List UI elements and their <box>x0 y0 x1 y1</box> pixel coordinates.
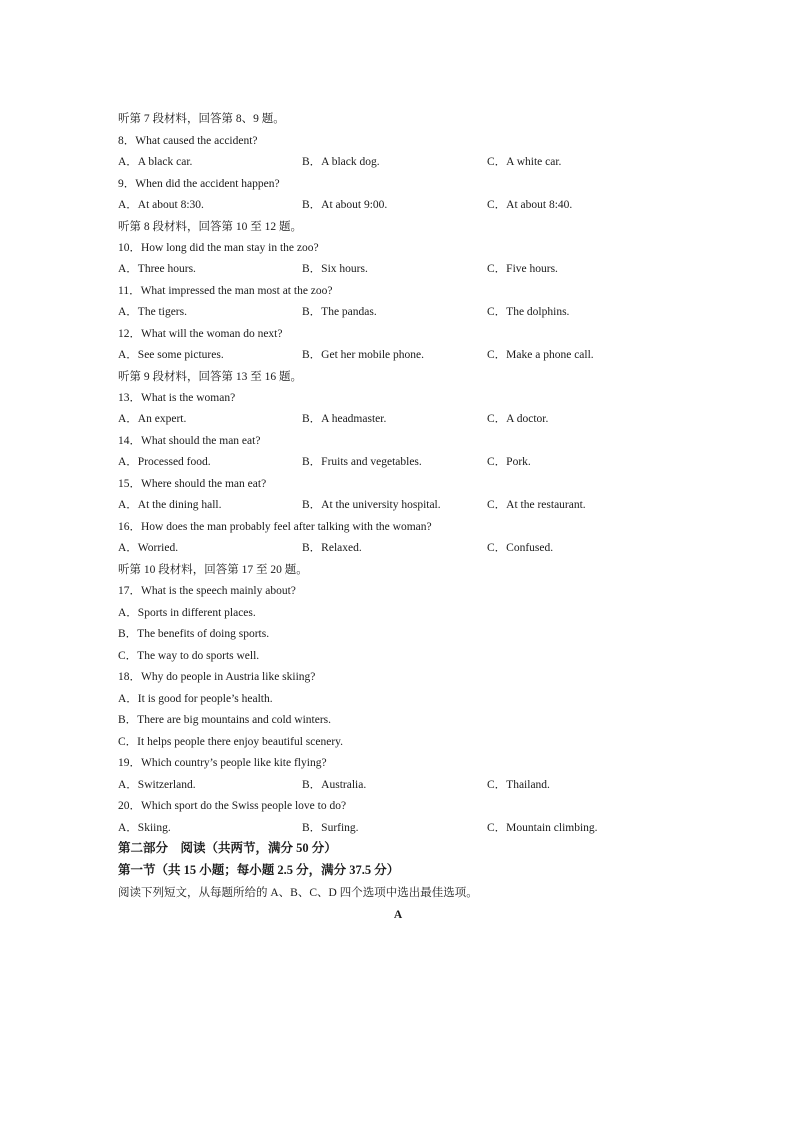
question-12: 12．What will the woman do next? <box>118 328 283 340</box>
q18-option-a: A．It is good for people’s health. <box>118 693 273 705</box>
question-16: 16．How does the man probably feel after talking with the woman? <box>118 521 432 533</box>
question-19: 19．Which country’s people like kite flying? <box>118 757 327 769</box>
q9-option-a: A．At about 8:30. <box>118 199 204 211</box>
q13-option-c: C．A doctor. <box>487 413 549 425</box>
q14-option-c: C．Pork. <box>487 456 531 468</box>
q15-option-b: B．At the university hospital. <box>302 499 441 511</box>
q19-option-b: B．Australia. <box>302 779 367 791</box>
q15-option-a: A．At the dining hall. <box>118 499 222 511</box>
question-17: 17．What is the speech mainly about? <box>118 585 296 597</box>
q8-option-c: C．A white car. <box>487 156 562 168</box>
question-10: 10．How long did the man stay in the zoo? <box>118 242 319 254</box>
passage-label: A <box>393 909 403 921</box>
q20-option-b: B．Surfing. <box>302 822 359 834</box>
q10-option-c: C．Five hours. <box>487 263 558 275</box>
q17-option-a: A．Sports in different places. <box>118 607 256 619</box>
question-11: 11．What impressed the man most at the zoo? <box>118 285 333 297</box>
q20-option-a: A．Skiing. <box>118 822 171 834</box>
q16-option-a: A．Worried. <box>118 542 179 554</box>
q8-option-a: A．A black car. <box>118 156 193 168</box>
q15-option-c: C．At the restaurant. <box>487 499 586 511</box>
q14-option-a: A．Processed food. <box>118 456 211 468</box>
q19-option-a: A．Switzerland. <box>118 779 196 791</box>
q12-option-c: C．Make a phone call. <box>487 349 594 361</box>
q18-option-b: B．There are big mountains and cold winters. <box>118 714 332 726</box>
section-10-heading: 听第 10 段材料，回答第 17 至 20 题。 <box>118 564 308 576</box>
q16-option-c: C．Confused. <box>487 542 554 554</box>
q20-option-c: C．Mountain climbing. <box>487 822 598 834</box>
section-8-heading: 听第 8 段材料，回答第 10 至 12 题。 <box>118 221 302 233</box>
section-9-heading: 听第 9 段材料，回答第 13 至 16 题。 <box>118 371 302 383</box>
q10-option-a: A．Three hours. <box>118 263 196 275</box>
q8-option-b: B．A black dog. <box>302 156 380 168</box>
question-20: 20．Which sport do the Swiss people love to do? <box>118 800 347 812</box>
q16-option-b: B．Relaxed. <box>302 542 362 554</box>
q11-option-c: C．The dolphins. <box>487 306 570 318</box>
q14-option-b: B．Fruits and vegetables. <box>302 456 422 468</box>
question-13: 13．What is the woman? <box>118 392 236 404</box>
question-18: 18．Why do people in Austria like skiing? <box>118 671 316 683</box>
q19-option-c: C．Thailand. <box>487 779 550 791</box>
part-2-heading: 第二部分 阅读（共两节，满分 50 分） <box>118 841 337 855</box>
q13-option-b: B．A headmaster. <box>302 413 387 425</box>
reading-instructions: 阅读下列短文，从每题所给的 A、B、C、D 四个选项中选出最佳选项。 <box>118 887 478 899</box>
q11-option-b: B．The pandas. <box>302 306 377 318</box>
q17-option-c: C．The way to do sports well. <box>118 650 260 662</box>
question-9: 9．When did the accident happen? <box>118 178 280 190</box>
q12-option-a: A．See some pictures. <box>118 349 224 361</box>
q11-option-a: A．The tigers. <box>118 306 187 318</box>
question-15: 15．Where should the man eat? <box>118 478 267 490</box>
q9-option-c: C．At about 8:40. <box>487 199 573 211</box>
section-1-heading: 第一节（共 15 小题；每小题 2.5 分，满分 37.5 分） <box>118 863 400 877</box>
q12-option-b: B．Get her mobile phone. <box>302 349 425 361</box>
q17-option-b: B．The benefits of doing sports. <box>118 628 270 640</box>
section-7-heading: 听第 7 段材料，回答第 8、9 题。 <box>118 113 285 125</box>
q9-option-b: B．At about 9:00. <box>302 199 388 211</box>
question-8: 8．What caused the accident? <box>118 135 258 147</box>
q18-option-c: C．It helps people there enjoy beautiful scenery. <box>118 736 344 748</box>
question-14: 14．What should the man eat? <box>118 435 261 447</box>
q13-option-a: A．An expert. <box>118 413 187 425</box>
q10-option-b: B．Six hours. <box>302 263 368 275</box>
